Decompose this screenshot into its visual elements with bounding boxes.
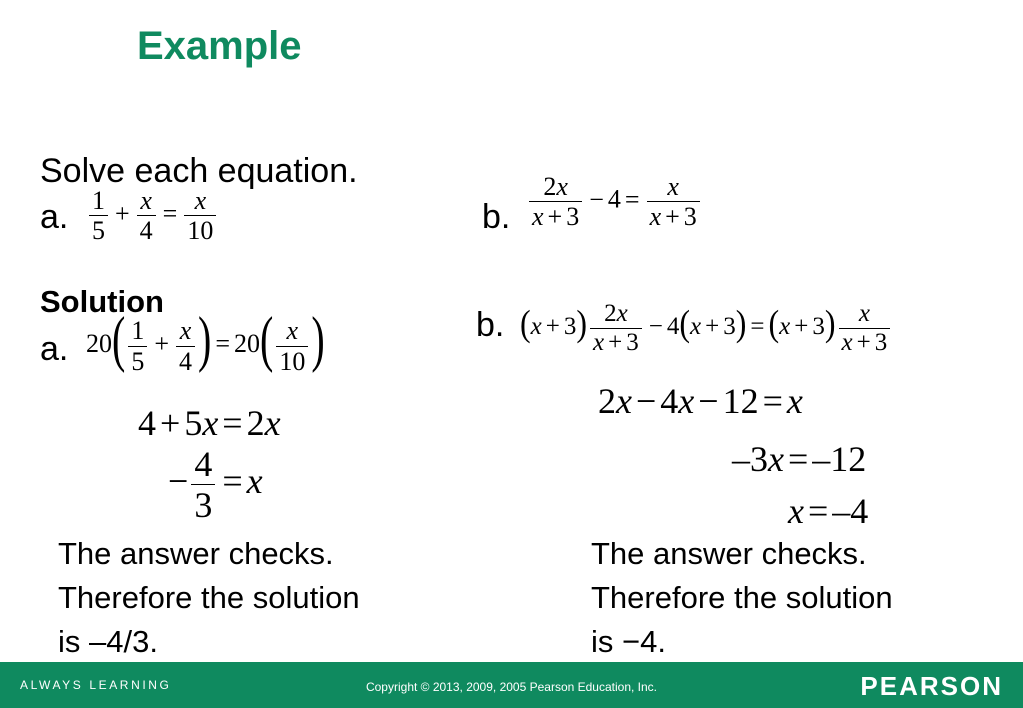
den: 10: [187, 216, 214, 246]
coef: 5: [184, 403, 203, 443]
solution-a-step3: [168, 444, 263, 526]
const: –4: [832, 491, 869, 531]
solution-b-step4: [788, 490, 868, 532]
var: x: [264, 403, 281, 443]
const: 12: [722, 381, 759, 421]
const: 3: [626, 329, 639, 356]
check-a: [58, 532, 360, 664]
op: −: [635, 381, 657, 421]
const: 3: [566, 202, 580, 232]
const: 4: [666, 313, 680, 341]
var: x: [246, 461, 263, 502]
op: =: [162, 198, 178, 228]
label-b-problem: b.: [482, 198, 511, 236]
num: 4: [194, 444, 213, 484]
op: −: [589, 184, 604, 214]
var: x: [593, 329, 605, 356]
var: x: [768, 439, 784, 479]
equation-b-problem: [526, 172, 703, 231]
var: x: [194, 186, 207, 215]
check-b-line2: Therefore the solution: [591, 580, 893, 615]
op: +: [545, 313, 560, 341]
var: x: [678, 381, 695, 421]
instruction-text: Solve each equation.: [40, 152, 358, 190]
solution-heading: Solution: [40, 284, 164, 319]
const: 3: [723, 313, 736, 341]
label-a-solution: a.: [40, 330, 69, 368]
den: 5: [92, 216, 105, 246]
var: x: [788, 491, 804, 531]
pearson-logo: PEARSON: [860, 671, 1003, 701]
den: 5: [131, 346, 145, 376]
var: x: [556, 172, 568, 201]
den: 4: [139, 216, 153, 246]
solution-b-step2: [598, 380, 803, 422]
var: x: [286, 316, 299, 346]
coef: 2: [604, 300, 617, 327]
var: x: [779, 313, 791, 341]
var: x: [858, 300, 870, 327]
solution-a-step1: 20( $\frac{1}{5}$ + $\frac{x}{4}$ ) = 20( $\frac{x}{10}$ ): [86, 303, 325, 376]
const: 3: [874, 329, 888, 356]
check-a-line1: The answer checks.: [58, 536, 334, 571]
var: x: [202, 403, 219, 443]
op: =: [807, 491, 829, 531]
const: 3: [812, 313, 825, 341]
op: =: [787, 439, 809, 479]
var: x: [841, 329, 853, 356]
op: +: [115, 198, 130, 228]
op: =: [222, 403, 243, 443]
slide-title: Example: [137, 24, 302, 68]
coef: 2: [246, 403, 265, 443]
coef: –3: [732, 439, 768, 479]
check-a-line2: Therefore the solution: [58, 580, 360, 615]
op: +: [794, 313, 809, 341]
var: x: [179, 316, 192, 346]
check-b-line1: The answer checks.: [591, 536, 867, 571]
footer-tagline: ALWAYS LEARNING: [20, 678, 172, 692]
coef: 2: [598, 381, 616, 421]
op: =: [222, 461, 243, 502]
op: +: [856, 329, 871, 356]
check-a-line3: is –4/3.: [58, 624, 158, 659]
const: 4: [138, 403, 156, 443]
label-b-solution: b.: [476, 306, 505, 344]
den: 10: [279, 346, 306, 376]
var: x: [532, 202, 544, 232]
op: =: [624, 184, 640, 214]
const: 20: [234, 329, 260, 358]
check-b-line3: is −4.: [591, 624, 666, 659]
check-b: [591, 532, 893, 664]
solution-b-step1: (x + 3) $\frac{2x}{x + 3}$ − 4(x + 3) = (x + 3) $\frac{x}{x + 3}$: [520, 300, 893, 357]
var: x: [616, 381, 632, 421]
op: −: [168, 461, 189, 502]
coef: 4: [660, 381, 679, 421]
const: 20: [86, 329, 112, 358]
const: 4: [607, 184, 621, 214]
var: x: [530, 313, 542, 341]
var: x: [690, 313, 702, 341]
op: =: [215, 329, 230, 358]
op: −: [648, 313, 663, 341]
coef: 2: [543, 172, 557, 201]
const: –12: [812, 439, 867, 479]
num: 1: [131, 316, 145, 346]
op: +: [665, 202, 680, 232]
const: 3: [683, 202, 697, 232]
op: +: [705, 313, 720, 341]
equation-a-problem: [86, 186, 219, 245]
num: 1: [92, 186, 105, 215]
solution-b-step3: [732, 438, 866, 480]
op: −: [698, 381, 719, 421]
op: +: [547, 202, 563, 232]
den: 3: [194, 485, 213, 526]
den: 4: [179, 346, 192, 376]
var: x: [616, 300, 628, 327]
op: +: [608, 329, 623, 356]
op: +: [160, 403, 181, 443]
const: 3: [563, 313, 577, 341]
op: +: [154, 329, 169, 358]
var: x: [649, 202, 662, 232]
var: x: [140, 186, 152, 215]
solution-a-step2: [138, 402, 281, 444]
var: x: [786, 381, 803, 421]
op: =: [750, 313, 765, 341]
footer-copyright: Copyright © 2013, 2009, 2005 Pearson Education, Inc.: [365, 680, 658, 694]
op: =: [762, 381, 783, 421]
label-a-problem: a.: [40, 198, 69, 236]
var: x: [667, 172, 679, 201]
footer-bar: [0, 662, 1023, 708]
